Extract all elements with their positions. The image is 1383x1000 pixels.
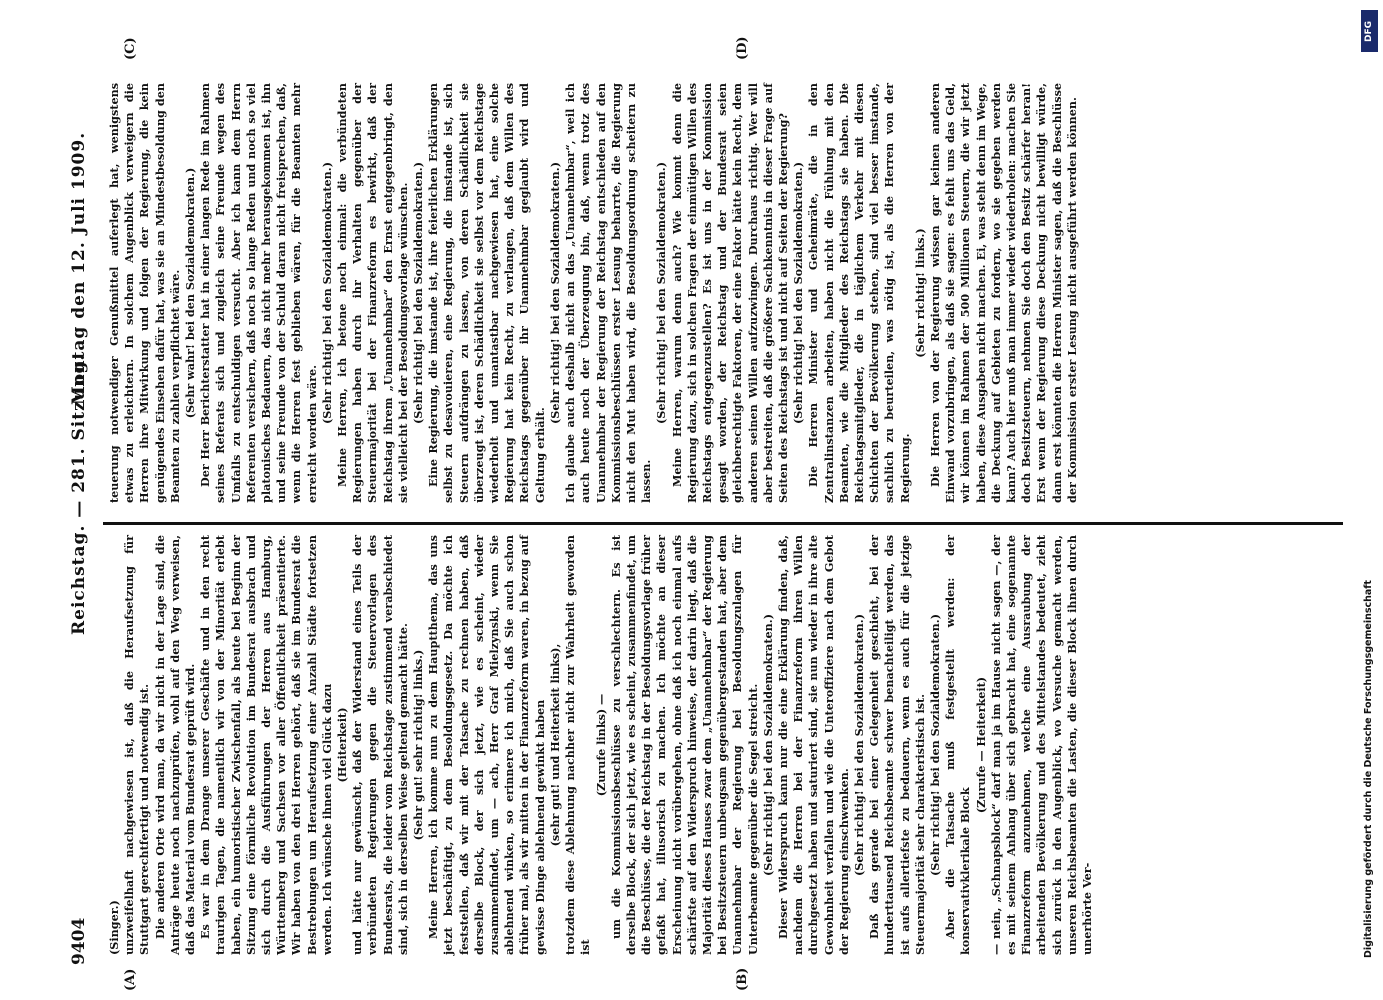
margin-marker-d: (D) [735, 36, 750, 60]
paragraph: Meine Herren, ich komme nun zu dem Hauptthema, das uns jetzt beschäftigt, zu dem Besoldungsgesetz. Da möchte ich feststellen, daß wir mit der Tatsache zu rechnen haben, daß derselbe Block, der sich jetzt, wie es scheint, wieder zusammenfindet, um — ach, Herr Graf Mielzynski, wenn Sie ablehnend winken, so erinnere ich mich, daß Sie auch schon früher mal, als wir mitten in der Finanzreform waren, in bezug auf gewisse Dinge ablehnend gewinkt haben [426, 535, 547, 955]
interjection: (Sehr richtig! bei den Sozialdemokraten.) [927, 614, 942, 876]
interjection: (Sehr gut! sehr richtig! links.) [411, 649, 426, 841]
paragraph: Dieser Widerspruch kann nur die eine Erklärung finden, daß, nachdem die Herren bei der Finanzreform ihren Willen durchgesetzt haben und saturiert sind, sie nun wieder in ihre alte Gewohnheit verfallen und wie die Unteroffiziere nach dem Gebot der Regierung einschwenken. [775, 535, 851, 955]
interjection: (Heiterkeit) [335, 707, 350, 783]
paragraph: Eine Regierung, die imstande ist, ihre feierlichen Erklärungen selbst zu desavouieren, eine Regierung, die imstande ist, sich Steuern aufdrängen zu lassen, von deren Schädlichkeit sie überzeugt ist, deren Schädlichkeit sie selbst vor dem Reichstage wiederholt und unantastbar nachgewiesen hat, eine solche Regierung hat kein Recht, zu verlangen, daß dem Willen des Reichstags gegenüber ihr Unannehmbar geglaubt wird und Geltung erhält. [426, 83, 547, 503]
paragraph: Die Herren von der Regierung wissen gar keinen anderen Einwand vorzubringen, als daß sie sagen: es fehlt uns das Geld, wir können im Rahmen der 500 Millionen Steuern, die wir jetzt haben, diese Ausgaben nicht machen. Ei, was steht denn im Wege, die Deckung auf Gebieten zu fordern, wo sie gegeben werden kann? Auch hier muß man immer wieder wiederholen: machen Sie doch Besitzsteuern, nehmen Sie doch den Besitz schärfer heran! Erst wenn der Regierung diese Deckung nicht bewilligt würde, dann erst könnten die Herren Minister sagen, daß die Beschlüsse der Kommission erster Lesung nicht ausgeführt werden können. [927, 83, 1079, 503]
paragraph: und hätte nur gewünscht, daß der Widerstand eines Teils der verbündeten Regierungen gegen die Steuervorlagen des Bundesrats, die leider vom Reichstage zustimmend verabschiedet sind, sich in derselben Weise geltend gemacht hätte. [350, 535, 410, 955]
dfg-logo-icon: DFG [1361, 10, 1378, 52]
left-column [107, 535, 1095, 955]
interjection: (Sehr richtig! bei den Sozialdemokraten.) [319, 162, 334, 424]
paragraph: um die Kommissionsbeschlüsse zu verschlechtern. Es ist derselbe Block, der sich jetzt, wie es scheint, zusammenfindet, um die Beschlüsse, die der Reichstag in der Besoldungsvorlage früher gefaßt hat, illusorisch zu machen. Ich möchte an dieser Erscheinung nicht vorübergehen, ohne daß ich noch einmal aufs schärfste auf den Widerspruch hinweise, der darin liegt, daß die Majorität dieses Hauses zwar dem „Unannehmbar“ der Regierung bei Besitzsteuern unbeugsam gegenübergestanden hat, aber dem Unannehmbar der Regierung bei Besoldungszulagen für Unterbeamte gegenüber die Segel streicht. [608, 535, 760, 955]
margin-marker-a: (A) [123, 968, 138, 991]
session-title: Reichstag. — 281. Sitzung. [69, 353, 89, 635]
margin-marker-b: (B) [735, 967, 750, 991]
interjection: (Sehr richtig! bei den Sozialdemokraten.) [791, 162, 806, 424]
page-number: 9404 [69, 917, 89, 965]
paragraph: Meine Herren, warum denn auch? Wie kommt denn die Regierung dazu, sich in solchen Fragen der einmütigen Willen des Reichstags entgegenzustellen? Es ist uns in der Kommission gesagt worden, der Reichstag und der Bundesrat seien gleichberechtigte Faktoren, der eine Faktor hätte kein Recht, dem anderen seinen Willen aufzuzwingen. Durchaus richtig. Wer will aber bestreiten, daß die größere Sachkenntnis in dieser Frage auf Seiten des Reichstags ist und nicht auf Seiten der Regierung? [669, 83, 790, 503]
page-header [55, 35, 103, 965]
right-column [107, 83, 1080, 503]
interjection: (Sehr wahr! bei den Sozialdemokraten.) [183, 167, 198, 419]
paragraph: Der Herr Berichterstatter hat in einer langen Rede im Rahmen seines Referats sich und zugleich seine Freunde wegen des Umfalls zu entschuldigen versucht. Aber ich kann dem Herrn Referenten versichern, daß noch so lange Reden und noch so viel platonisches Bedauern, das nicht mehr herausgekommen ist, ihn und seine Freunde von der Schuld daran nicht freisprechen, daß, wenn die Herren fest geblieben wären, für die Beamten mehr erreicht worden wäre. [198, 83, 319, 503]
paragraph: Ich glaube auch deshalb nicht an das „Unannehmbar“, weil ich auch heute noch der Überzeugung bin, daß, wenn trotz des Unannehmbar der Regierung der Reichstag entschieden auf den Kommissionsbeschlüssen erster Lesung beharrte, die Regierung nicht den Mut haben wird, die Besoldungsordnung scheitern zu lassen. [563, 83, 654, 503]
document-page [55, 35, 1345, 991]
interjection: (Sehr richtig! bei den Sozialdemokraten.) [851, 614, 866, 876]
interjection: (Sehr richtig! bei den Sozialdemokraten.) [654, 162, 669, 424]
dfg-credit: Digitalisierung gefördert durch die Deutsche Forschungsgemeinschaft [1363, 580, 1374, 958]
session-date: Montag den 12. Juli 1909. [69, 131, 89, 405]
interjection: (Zurufe links) — [593, 693, 608, 797]
interjection: (Sehr richtig! links.) [912, 228, 927, 358]
paragraph: Die anderen Orte wird man, da wir nicht in der Lage sind, die Anträge heute noch nachzuprüfen, wohl auf den Weg verweisen, daß das Material vom Bundesrat geprüft wird. [152, 535, 198, 955]
column-divider [103, 522, 1343, 525]
paragraph: trotzdem diese Ablehnung nachher nicht zur Wahrheit geworden ist [563, 535, 593, 955]
interjection: (Sehr richtig! bei den Sozialdemokraten.) [411, 162, 426, 424]
interjection: (sehr gut! und Heiterkeit links), [547, 643, 562, 847]
interjection: (Zurufe — Heiterkeit) [973, 676, 988, 814]
dfg-sidebar [1360, 10, 1380, 970]
paragraph: teuerung notwendiger Genußmittel auferlegt hat, wenigstens etwas zu erleichtern. In solchem Augenblick verweigern die Herren ihre Mitwirkung und folgen der Regierung, die kein genügendes Einsehen dafür hat, was sie an Mindestbesoldung den Beamten zu zahlen verpflichtet wäre. [107, 83, 182, 503]
paragraph: unzweifelhaft nachgewiesen ist, daß die Heraufsetzung für Stuttgart gerechtfertigt und notwendig ist. [122, 535, 152, 955]
paragraph: Daß das gerade bei einer Gelegenheit geschieht, bei der hunderttausend Reichsbeamte schwer benachteiligt werden, das ist aufs allertiefste zu bedauern, wenn es auch für die jetzige Steuermajorität sehr charakteristisch ist. [867, 535, 927, 955]
margin-marker-c: (C) [123, 37, 138, 60]
paragraph: Meine Herren, ich betone noch einmal: die verbündeten Regierungen haben durch ihr Verhalten gegenüber der Steuermajorität bei der Finanzreform es bewirkt, daß der Reichstag ihrem „Unannehmbar“ den Ernst entgegenbringt, den sie vielleicht bei der Besoldungsvorlage wünschen. [335, 83, 410, 503]
interjection: (Sehr richtig! bei den Sozialdemokraten.) [760, 614, 775, 876]
paragraph: Aber die Tatsache muß festgestellt werden: der konservativklerikale Block [943, 535, 973, 955]
interjection: (Sehr richtig! bei den Sozialdemokraten.) [547, 162, 562, 424]
paragraph: Es war in dem Drange unserer Geschäfte und in den recht traurigen Tagen, die namentlich wir von der Minorität erlebt haben, ein humoristischer Zwischenfall, als heute bei Beginn der Sitzung eine förmliche Revolution im Bundesrat ausbrach und sich durch die Ausführungen der Herren aus Hamburg, Württemberg und Sachsen vor aller Öffentlichkeit präsentierte. Wir haben von den drei Herren gehört, daß sie im Bundesrat die Bestrebungen um Heraufsetzung einer Anzahl Städte fortsetzen werden. Ich wünsche ihnen viel Glück dazu [198, 535, 334, 955]
paragraph: Die Herren Minister und Geheimräte, die in den Zentralinstanzen arbeiten, haben nicht die Fühlung mit den Beamten, wie die Mitglieder des Reichstags sie haben. Die Reichstagsmitglieder, die in täglichem Verkehr mit diesen Schichten der Bevölkerung stehen, sind viel besser imstande, sachlich zu beurteilen, was nötig ist, als die Herren von der Regierung. [806, 83, 912, 503]
paragraph: — nein, „Schnapsblock“ darf man ja im Hause nicht sagen —, der es mit seinem Anhang über sich gebracht hat, eine sogenannte Finanzreform anzunehmen, welche eine Ausraubung der arbeitenden Bevölkerung und des Mittelstandes bedeutet, zieht sich zurück in den Augenblick, wo Versuche gemacht werden, unseren Reichsbeamten die Lasten, die dieser Block ihnen durch unerhörte Ver- [988, 535, 1094, 955]
paragraph: (Singer.) [107, 900, 121, 955]
